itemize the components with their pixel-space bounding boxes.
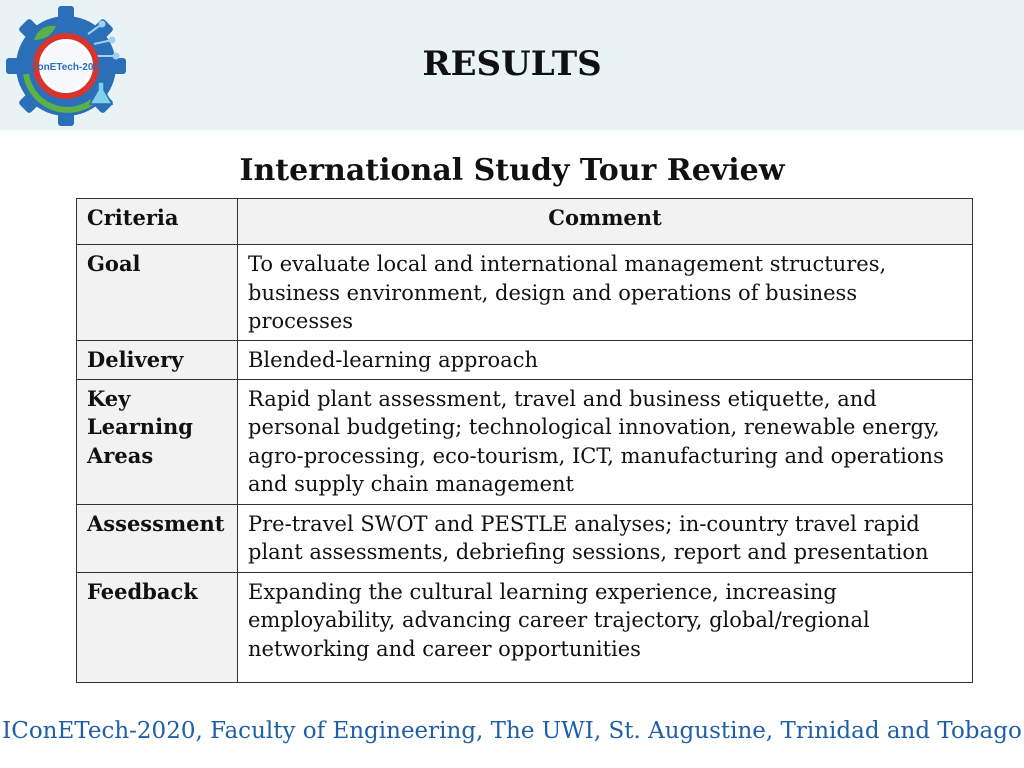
column-header-comment: Comment — [238, 199, 973, 245]
footer-text: IConETech-2020, Faculty of Engineering, The UWI, St. Augustine, Trinidad and Tobago — [2, 718, 1022, 744]
table-row — [77, 572, 973, 683]
criteria-cell: Delivery — [77, 340, 238, 379]
criteria-cell: Feedback — [77, 572, 238, 683]
logo-text: IConETech-2020 — [27, 62, 105, 73]
comment-cell: Blended-learning approach — [238, 340, 973, 379]
comment-cell: To evaluate local and international management structures, business environment, design and operations of business processes — [238, 245, 973, 341]
table-row — [77, 340, 973, 379]
table-row — [77, 379, 973, 504]
criteria-cell: Goal — [77, 245, 238, 341]
table-title: International Study Tour Review — [239, 153, 785, 188]
criteria-cell: Assessment — [77, 504, 238, 572]
comment-cell: Pre-travel SWOT and PESTLE analyses; in-country travel rapid plant assessments, debriefing sessions, report and presentation — [238, 504, 973, 572]
header-banner — [0, 0, 1024, 130]
table-row — [77, 245, 973, 341]
page-title: RESULTS — [422, 44, 602, 84]
comment-cell: Rapid plant assessment, travel and business etiquette, and personal budgeting; technological innovation, renewable energy, agro-processing, eco-tourism, ICT, manufacturing and operations and supply chain management — [238, 379, 973, 504]
table-header-row — [77, 199, 973, 245]
table-row — [77, 504, 973, 572]
comment-cell: Expanding the cultural learning experience, increasing employability, advancing career trajectory, global/regional networking and career opportunities — [238, 572, 973, 683]
review-table — [76, 198, 973, 683]
criteria-cell: Key Learning Areas — [77, 379, 238, 504]
column-header-criteria: Criteria — [77, 199, 238, 245]
